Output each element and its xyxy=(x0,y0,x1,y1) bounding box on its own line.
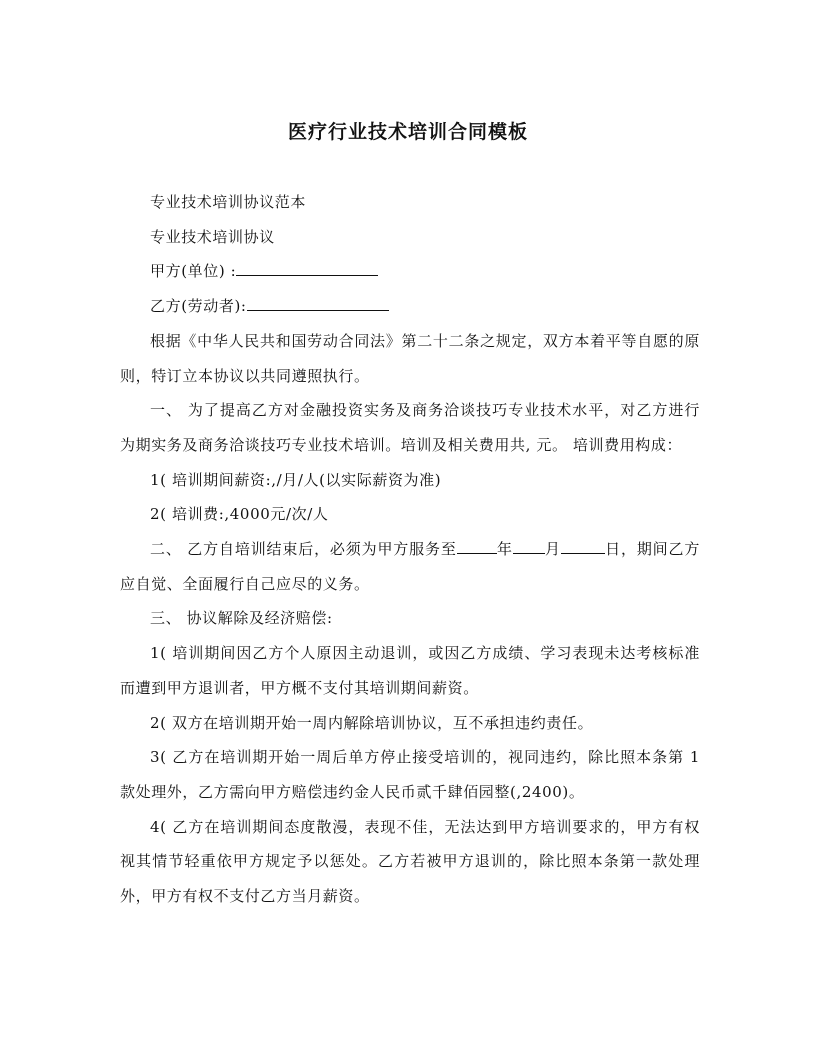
paragraph-legal-basis: 根据《中华人民共和国劳动合同法》第二十二条之规定，双方本着平等自愿的原则，特订立本协议以共同遵照执行。 xyxy=(120,331,700,385)
service-year-blank xyxy=(457,536,497,554)
paragraph-agreement-name: 专业技术培训协议 xyxy=(150,227,275,246)
party-a-label: 甲方(单位) : xyxy=(150,262,237,281)
service-day-blank xyxy=(561,536,605,554)
service-month-blank xyxy=(513,536,545,554)
paragraph-fee-item-1: 1( 培训期间薪资:,/月/人(以实际薪资为准) xyxy=(150,470,442,489)
clause-2-rest: 日，期间乙方应自觉、全面履行自己应尽的义务。 xyxy=(120,540,700,593)
party-b-blank xyxy=(247,293,389,311)
party-b-label: 乙方(劳动者): xyxy=(150,297,247,316)
document-title: 医疗行业技术培训合同模板 xyxy=(287,121,528,143)
party-a-line xyxy=(120,254,700,289)
paragraph-clause-3-item-4: 4( 乙方在培训期间态度散漫，表现不佳，无法达到甲方培训要求的，甲方有权视其情节轻重依甲方规定予以惩处。乙方若被甲方退训的，除比照本条第一款处理外，甲方有权不支付乙方当月薪资。 xyxy=(120,817,700,906)
clause-2-text: 二、 乙方自培训结束后，必须为甲方服务至 xyxy=(150,540,457,559)
paragraph-clause-3-item-3: 3( 乙方在培训期开始一周后单方停止接受培训的，视同违约，除比照本条第 1 款处理外，乙方需向甲方赔偿违约金人民币贰千肆佰园整(,2400)。 xyxy=(120,748,700,801)
party-b-line xyxy=(120,289,700,324)
paragraph-clause-3: 三、 协议解除及经济赔偿: xyxy=(150,609,333,628)
paragraph-clause-2 xyxy=(120,532,700,601)
year-label: 年 xyxy=(496,540,513,559)
month-label: 月 xyxy=(544,540,561,559)
party-a-blank xyxy=(236,258,378,276)
document-body xyxy=(120,185,700,914)
paragraph-clause-3-item-2: 2( 双方在培训期开始一周内解除培训协议，互不承担违约责任。 xyxy=(150,713,594,732)
paragraph-clause-1: 一、 为了提高乙方对金融投资实务及商务洽谈技巧专业技术水平，对乙方进行为期实务及商务洽谈技巧专业技术培训。培训及相关费用共, 元。 培训费用构成： xyxy=(120,401,700,454)
paragraph-agreement-sample: 专业技术培训协议范本 xyxy=(150,193,307,211)
paragraph-fee-item-2: 2( 培训费:,4000元/次/人 xyxy=(150,505,329,524)
paragraph-clause-3-item-1: 1( 培训期间因乙方个人原因主动退训，或因乙方成绩、学习表现未达考核标准而遭到甲方退训者，甲方概不支付其培训期间薪资。 xyxy=(120,644,700,697)
